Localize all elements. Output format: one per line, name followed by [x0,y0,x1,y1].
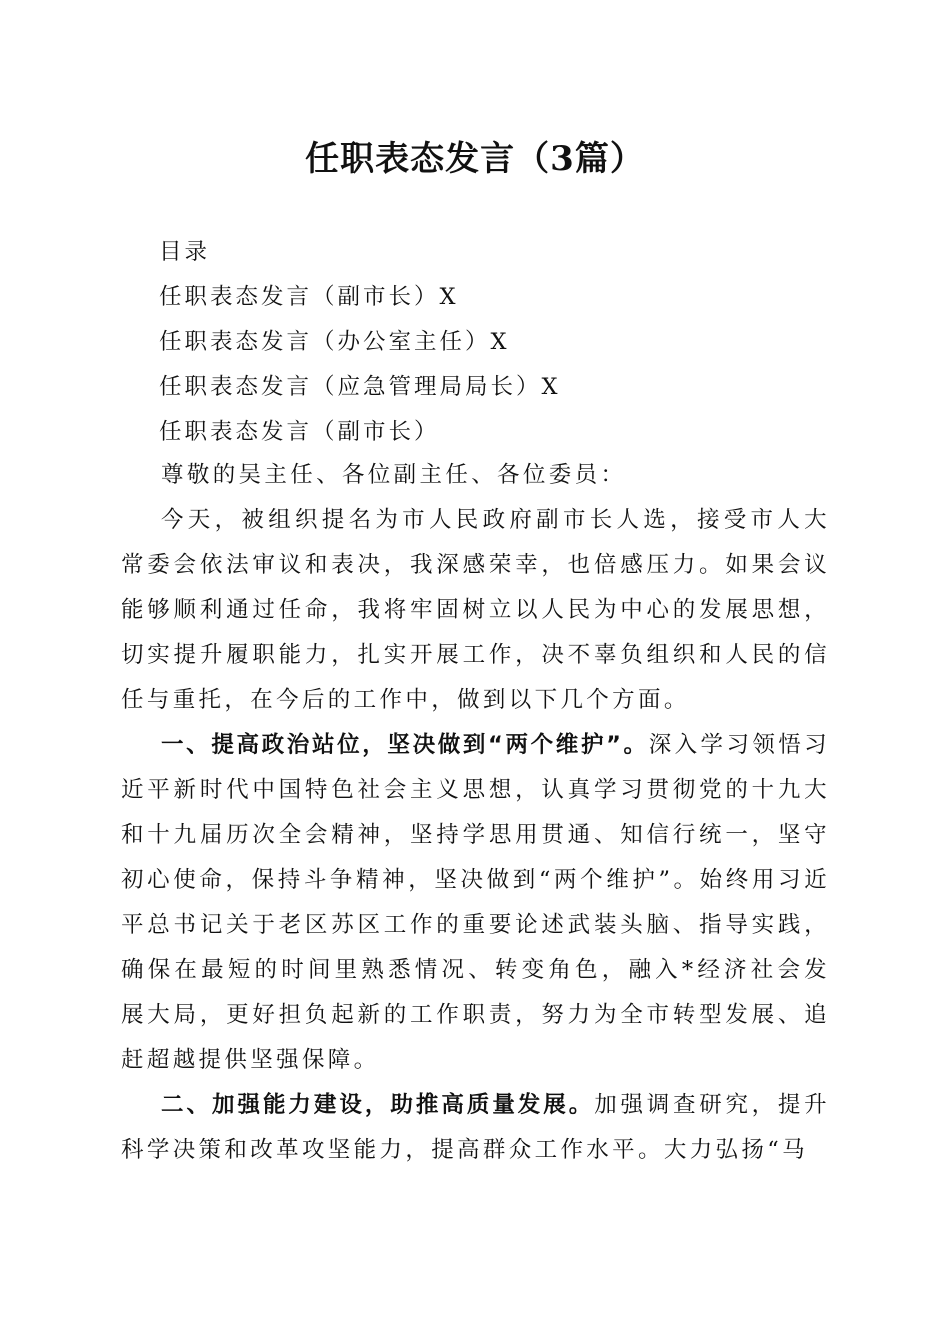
section-2-heading: 二、加强能力建设，助推高质量发展。 [161,1092,595,1118]
section-1-paragraph [121,723,830,1083]
document-title: 任职表态发言（3篇） [305,139,645,179]
section-1-text: 深入学习领悟习近平新时代中国特色社会主义思想，认真学习贯彻党的十九大和十九届历次全会精神，坚持学思用贯通、知信行统一，坚守初心使命，保持斗争精神，坚决做到“两个维护”。始终用习近平总书记关于老区苏区工作的重要论述武装头脑、指导实践，确保在最短的时间里熟悉情况、转变角色，融入*经济社会发展大局，更好担负起新的工作职责，努力为全市转型发展、追赶超越提供坚强保障。 [121,732,831,1073]
toc-item-1[interactable]: 任职表态发言（副市长）X [159,284,459,310]
article-body [121,462,831,1173]
article-subtitle: 任职表态发言（副市长） [159,419,440,445]
section-2-text: 加强调查研究，提升科学决策和改革攻坚能力，提高群众工作水平。大力弘扬“马 [121,1092,831,1163]
toc-item-2[interactable]: 任职表态发言（办公室主任）X [159,329,510,355]
salutation: 尊敬的吴主任、各位副主任、各位委员： [161,462,627,488]
section-2-paragraph [121,1083,830,1173]
toc-heading: 目录 [159,239,211,265]
toc-item-3[interactable]: 任职表态发言（应急管理局局长）X [159,374,561,400]
intro-paragraph: 今天，被组织提名为市人民政府副市长人选，接受市人大常委会依法审议和表决，我深感荣幸，也倍感压力。如果会议能够顺利通过任命，我将牢固树立以人民为中心的发展思想，切实提升履职能力，扎实开展工作，决不辜负组织和人民的信任与重托，在今后的工作中，做到以下几个方面。 [121,507,830,713]
section-1-heading: 一、提高政治站位，坚决做到“两个维护”。 [161,732,649,758]
table-of-contents [159,230,839,455]
